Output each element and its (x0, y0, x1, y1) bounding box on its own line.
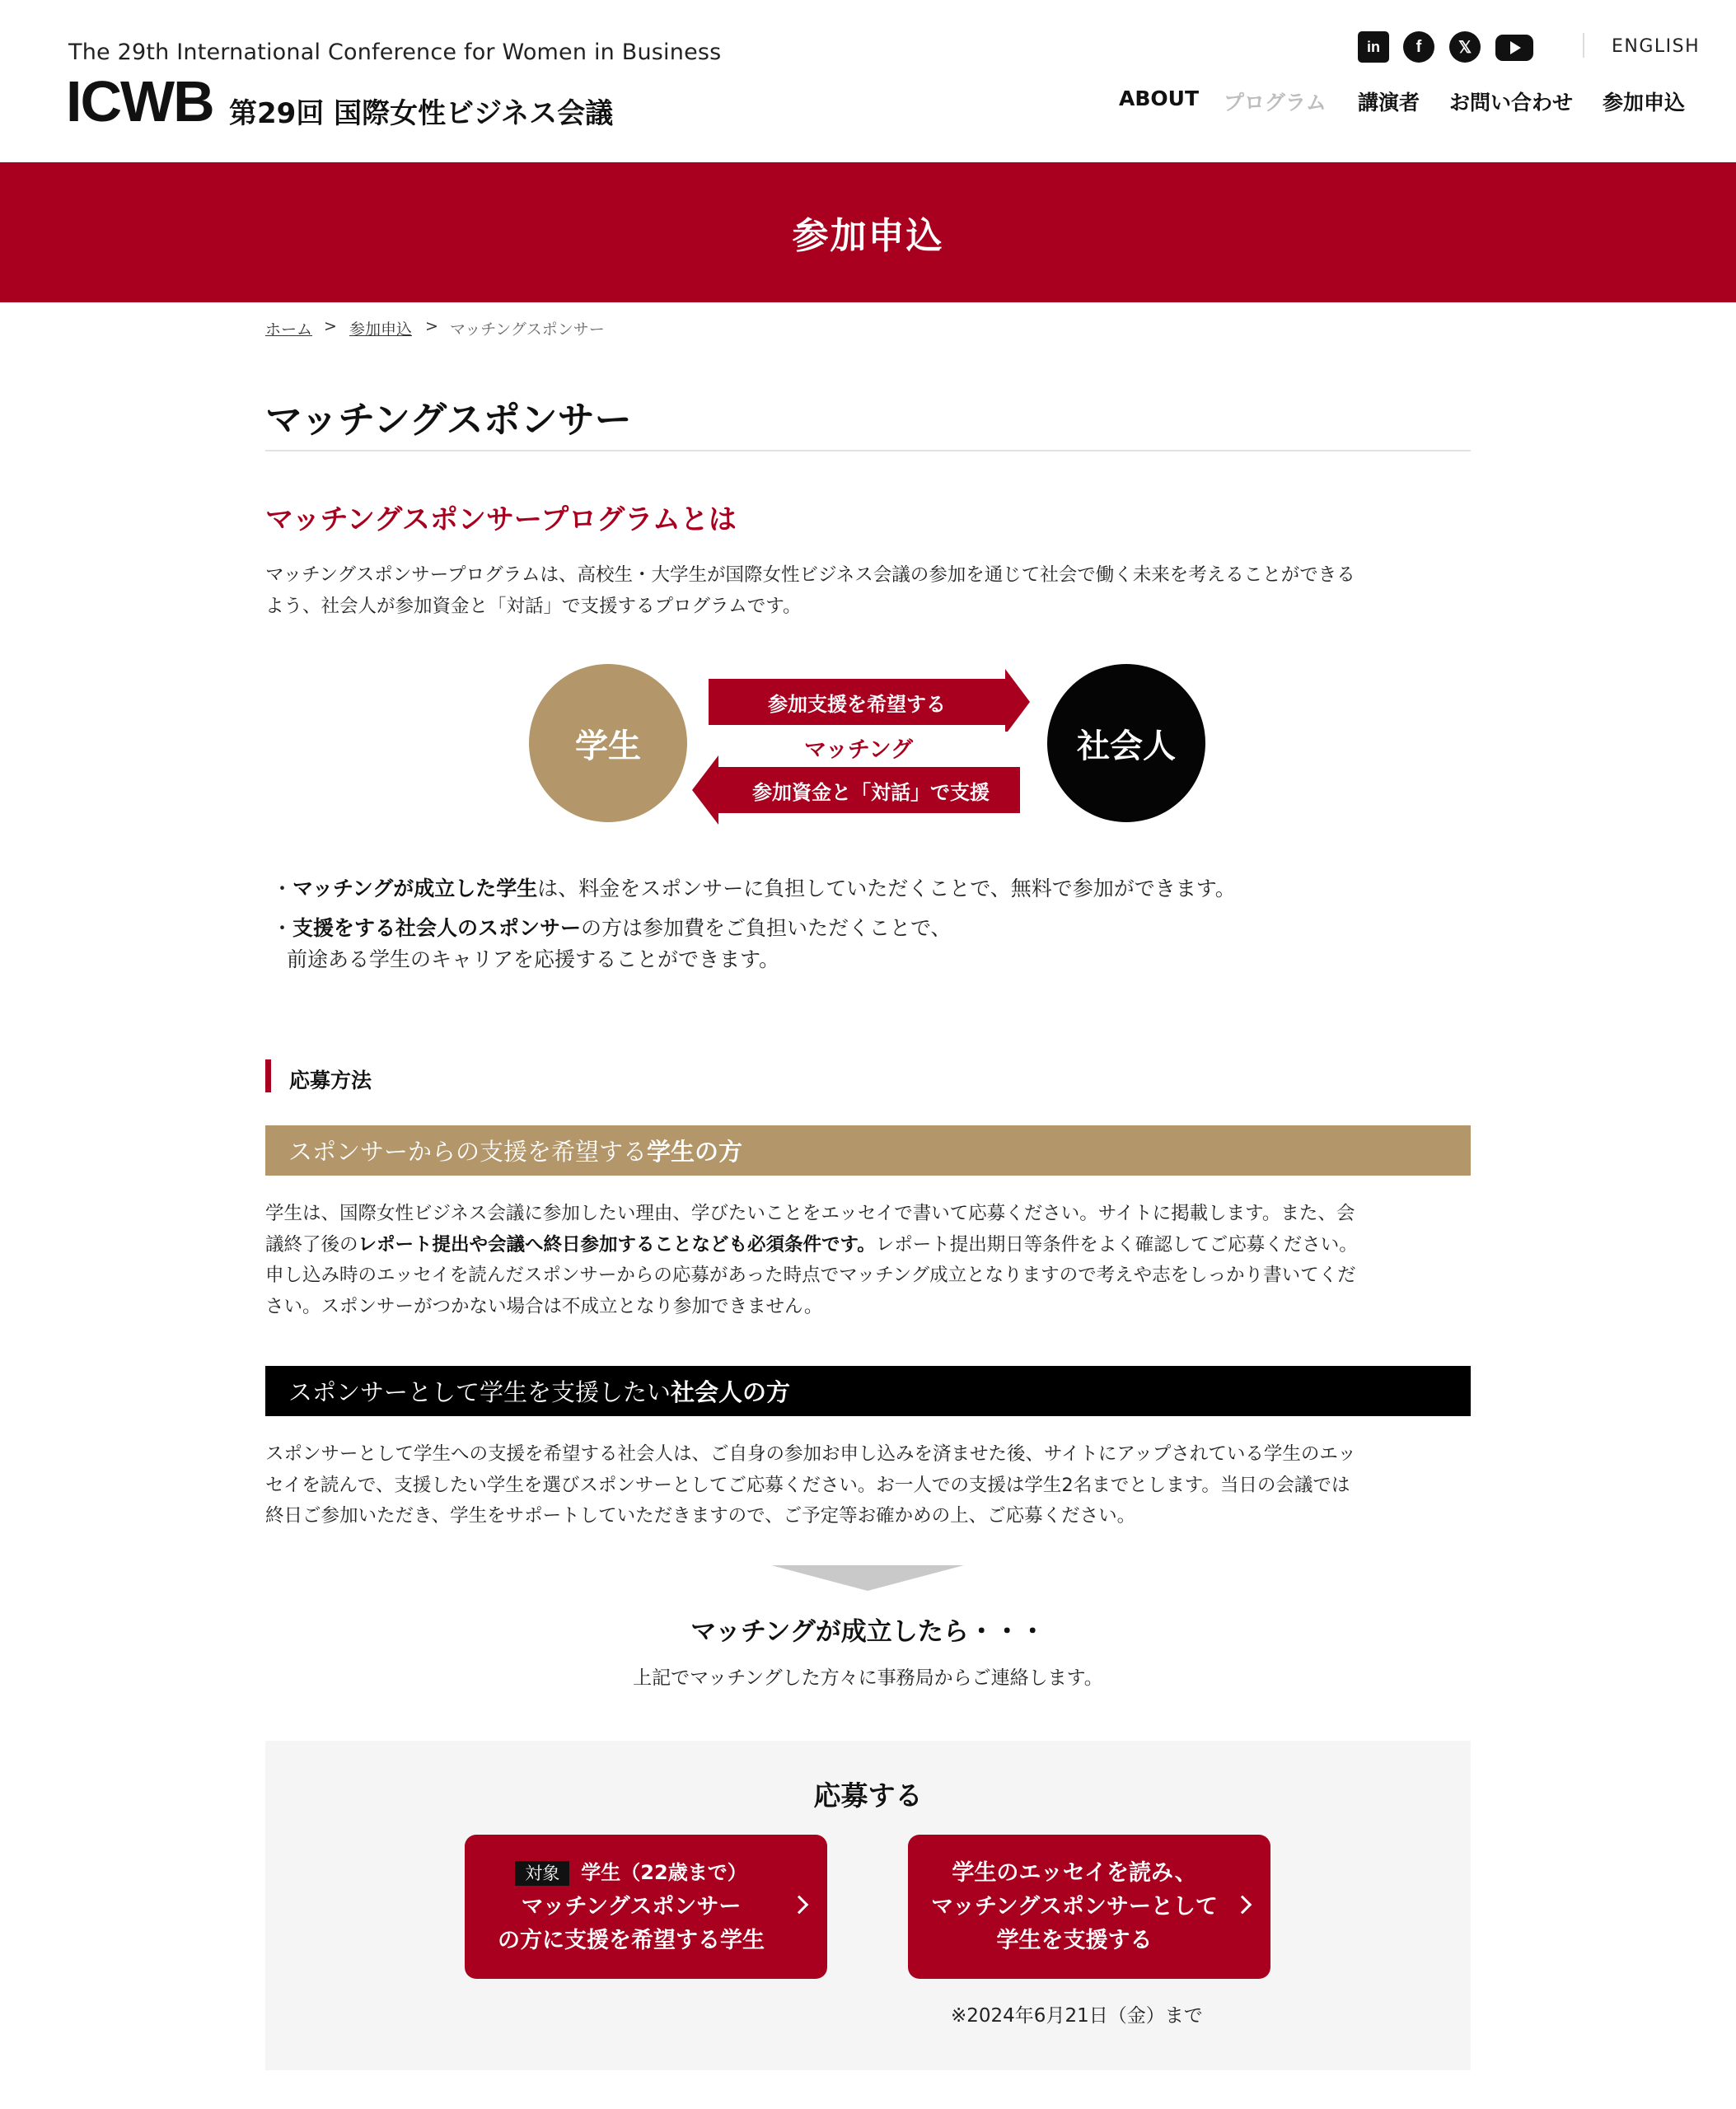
breadcrumb-home[interactable]: ホーム (265, 320, 313, 339)
sponsors-description-line: 終日ご参加いただき、学生をサポートしていただきますので、ご予定等お確かめの上、ご応募ください。 (265, 1505, 1136, 1527)
students-band-bold: 学生の方 (647, 1138, 743, 1166)
nav-speakers[interactable]: 講演者 (1358, 91, 1420, 115)
youtube-icon[interactable] (1495, 35, 1533, 61)
apply-sponsor-button[interactable] (908, 1835, 1270, 1979)
header-divider (1583, 33, 1584, 58)
students-description-line: 学生は、国際女性ビジネス会議に参加したい理由、学びたいことをエッセイで書いて応募ください。サイトに掲載します。また、会 (265, 1203, 1355, 1224)
benefit-sponsor-text: の方は参加費をご負担いただくことで、 (581, 916, 952, 940)
sponsors-description-line: スポンサーとして学生への支援を希望する社会人は、ご自身の参加お申し込みを済ませた後、サイトにアップされている学生のエッ (265, 1443, 1356, 1465)
banner-title: 参加申込 (792, 215, 944, 257)
program-heading: マッチングスポンサープログラムとは (265, 503, 737, 536)
apply-student-button[interactable] (465, 1835, 827, 1979)
program-description-line: マッチングスポンサープログラムは、高校生・大学生が国際女性ビジネス会議の参加を通じて社会で働く未来を考えることができる (265, 564, 1355, 586)
language-switch-english[interactable]: ENGLISH (1612, 36, 1701, 57)
down-arrow-icon (771, 1565, 964, 1591)
benefit-sponsor-bold: 支援をする社会人のスポンサー (292, 916, 582, 940)
students-line2-b: レポート提出期日等条件をよく確認してご応募ください。 (875, 1233, 1358, 1256)
after-matching-title: マッチングが成立したら・・・ (690, 1617, 1046, 1647)
breadcrumb-separator: > (425, 317, 438, 335)
apply-student-target: 学生（22歳まで） (581, 1861, 747, 1884)
benefit-sponsor-line2: 前途ある学生のキャリアを応援することができます。 (287, 947, 780, 971)
apply-title: 応募する (813, 1779, 923, 1812)
students-description-line: さい。スポンサーがつかない場合は不成立となり参加できません。 (265, 1295, 823, 1317)
sponsors-description (265, 1439, 1471, 1532)
title-divider (265, 450, 1471, 451)
x-icon[interactable]: 𝕏 (1449, 31, 1481, 63)
benefit-student-bold: マッチングが成立した学生 (292, 877, 538, 900)
breadcrumb-separator: > (324, 317, 337, 335)
nav-about[interactable]: ABOUT (1119, 87, 1200, 110)
nav-program[interactable]: プログラム (1224, 91, 1327, 115)
program-description-line: よう、社会人が参加資金と「対話」で支援するプログラムです。 (265, 595, 802, 617)
benefit-student-text: は、料金をスポンサーに負担していただくことで、無料で参加ができます。 (537, 877, 1236, 900)
program-description (265, 560, 1471, 622)
after-matching-text: 上記でマッチングした方々に事務局からご連絡します。 (633, 1667, 1103, 1689)
students-line2-a: 議終了後の (265, 1233, 358, 1256)
application-method-title: 応募方法 (289, 1069, 372, 1092)
students-description (265, 1199, 1471, 1322)
students-description-line: 申し込み時のエッセイを読んだスポンサーからの応募があった時点でマッチング成立となりますので考えや志をしっかり書いてくだ (265, 1265, 1356, 1286)
arrow-left-label: 参加資金と「対話」で支援 (752, 780, 990, 804)
benefit-sponsor (272, 913, 952, 943)
apply-sponsor-line1: 学生のエッセイを読み、 (952, 1860, 1197, 1886)
worker-label: 社会人 (1077, 727, 1176, 765)
arrow-right-label: 参加支援を希望する (768, 692, 946, 716)
site-logo-japanese[interactable]: 第29回 国際女性ビジネス会議 (229, 97, 614, 130)
apply-sponsor-line3: 学生を支援する (996, 1928, 1153, 1953)
matching-label: マッチング (804, 737, 914, 763)
apply-student-target-row (515, 1856, 746, 1890)
apply-sponsor-button-content (908, 1835, 1241, 1979)
nav-apply[interactable]: 参加申込 (1603, 91, 1686, 115)
linkedin-icon[interactable]: in (1358, 31, 1389, 63)
sponsors-band-bold: 社会人の方 (671, 1378, 791, 1406)
facebook-icon[interactable]: f (1403, 31, 1434, 63)
students-band-text: スポンサーからの支援を希望する (288, 1138, 648, 1166)
target-tag: 対象 (515, 1861, 569, 1886)
section-accent-bar (265, 1059, 271, 1092)
bullet-mark: ・ (272, 877, 293, 900)
sponsor-deadline: ※2024年6月21日（金）まで (951, 2005, 1203, 2027)
page-banner (0, 162, 1736, 302)
conference-english-title: The 29th International Conference for Women in Business (68, 40, 722, 65)
apply-student-line3: の方に支援を希望する学生 (498, 1928, 765, 1953)
breadcrumb-current: マッチングスポンサー (450, 320, 605, 339)
sponsors-band (265, 1366, 1471, 1416)
benefit-student (272, 873, 1236, 904)
student-circle (529, 664, 687, 822)
site-logo[interactable]: ICWB (66, 69, 213, 133)
students-description-line (265, 1230, 1471, 1261)
students-required-conditions: レポート提出や会議へ終日参加することなども必須条件です。 (358, 1233, 876, 1256)
student-label: 学生 (575, 727, 641, 765)
sponsors-band-text: スポンサーとして学生を支援したい (288, 1378, 671, 1406)
students-band (265, 1125, 1471, 1176)
sponsors-description-line: セイを読んで、支援したい学生を選びスポンサーとしてご応募ください。お一人での支援は学生2名までとします。当日の会議では (265, 1474, 1350, 1496)
apply-sponsor-line2: マッチングスポンサーとして (931, 1894, 1218, 1920)
worker-circle (1047, 664, 1205, 822)
page-title: マッチングスポンサー (265, 398, 632, 442)
nav-contact[interactable]: お問い合わせ (1449, 91, 1574, 115)
apply-student-button-content (465, 1835, 798, 1979)
bullet-mark: ・ (272, 916, 293, 940)
breadcrumb-apply[interactable]: 参加申込 (349, 320, 413, 339)
apply-student-line2: マッチングスポンサー (521, 1894, 742, 1920)
play-triangle-icon (1510, 41, 1521, 54)
